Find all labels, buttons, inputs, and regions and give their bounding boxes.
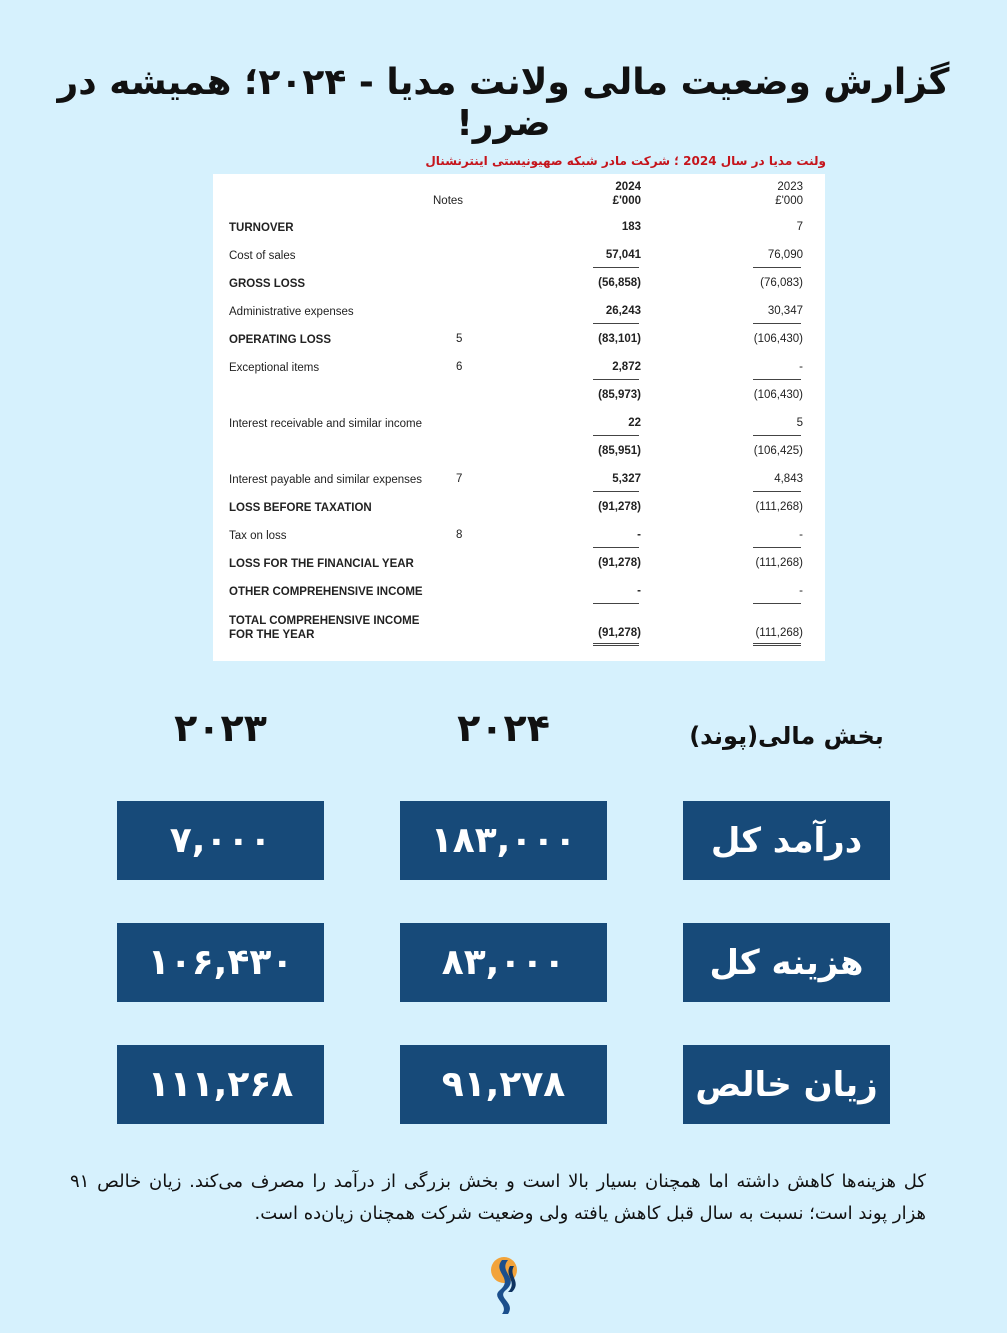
statement-caption: ولنت مدیا در سال 2024 ؛ شرکت مادر شبکه صهیونیستی اینترنشنال [425, 154, 826, 168]
summary-net-loss-2023: ۱۱۱,۲۶۸ [117, 1045, 324, 1124]
statement-row [213, 529, 825, 557]
summary-net-loss-2024: ۹۱,۲۷۸ [400, 1045, 607, 1124]
statement-row-label: Interest receivable and similar income [229, 418, 423, 430]
statement-2024-rule [593, 491, 639, 492]
col-2023-header [775, 180, 803, 208]
statement-row-2023-value: - [799, 529, 803, 541]
statement-2024-rule [593, 267, 639, 268]
statement-row-2024-value: 2,872 [612, 361, 641, 373]
statement-row-2024-value: 57,041 [605, 249, 641, 261]
statement-row [213, 305, 825, 333]
statement-row-2024-value: (85,973) [598, 389, 641, 401]
statement-2024-rule [593, 603, 639, 604]
notes-header: Notes [433, 195, 464, 207]
statement-row [213, 249, 825, 277]
statement-row-label: TURNOVER [229, 222, 294, 234]
total-label-line1: TOTAL COMPREHENSIVE INCOME [229, 615, 420, 627]
statement-row-label: OPERATING LOSS [229, 334, 332, 346]
total-label-line2: FOR THE YEAR [229, 629, 315, 641]
statement-row-2024-value: (91,278) [598, 557, 641, 569]
statement-row-note: 8 [456, 529, 463, 541]
statement-row-2024-value: (91,278) [598, 501, 641, 513]
statement-2023-rule [753, 547, 801, 548]
statement-row-2023-value: 4,843 [774, 473, 803, 485]
summary-cost-2024: ۸۳,۰۰۰ [400, 923, 607, 1002]
statement-row [213, 277, 825, 305]
statement-row-label: LOSS BEFORE TAXATION [229, 502, 372, 514]
statement-row-2024-value: 26,243 [605, 305, 641, 317]
statement-2023-rule [753, 267, 801, 268]
statement-row [213, 557, 825, 585]
col-2024-year: 2024 [615, 181, 641, 193]
summary-revenue-2024: ۱۸۳,۰۰۰ [400, 801, 607, 880]
statement-row [213, 389, 825, 417]
statement-row-2024-value: 22 [628, 417, 641, 429]
analysis-note: کل هزینه‌ها کاهش داشته اما همچنان بسیار بالا است و بخش بزرگی از درآمد را مصرف می‌کند. زیان خالص ۹۱ هزار پوند است؛ نسبت به سال قبل کاهش یافته ولی وضعیت شرکت همچنان زیان‌ده است. [70, 1171, 926, 1224]
statement-row-label: OTHER COMPREHENSIVE INCOME [229, 586, 423, 598]
summary-2024-header: ۲۰۲۴ [457, 706, 550, 750]
statement-row-note: 5 [456, 333, 463, 345]
statement-row [213, 221, 825, 249]
statement-2024-rule [593, 435, 639, 436]
total-2024-double-rule [593, 643, 639, 646]
statement-row-label: Administrative expenses [229, 306, 354, 318]
statement-2024-rule [593, 547, 639, 548]
statement-row [213, 473, 825, 501]
statement-2024-rule [593, 379, 639, 380]
statement-2023-rule [753, 323, 801, 324]
statement-row-label: Interest payable and similar expenses [229, 474, 423, 486]
statement-row-label: Tax on loss [229, 530, 287, 542]
statement-row-2023-value: 7 [796, 221, 803, 233]
statement-row [213, 585, 825, 613]
statement-row-2023-value: (76,083) [760, 277, 803, 289]
statement-row [213, 333, 825, 361]
statement-row-label: GROSS LOSS [229, 278, 306, 290]
statement-row-2024-value: (85,951) [598, 445, 641, 457]
statement-row-label: LOSS FOR THE FINANCIAL YEAR [229, 558, 414, 570]
summary-label-revenue: درآمد کل [683, 801, 890, 880]
statement-row [213, 361, 825, 389]
financial-statement [213, 174, 825, 661]
statement-2024-rule [593, 323, 639, 324]
statement-2023-rule [753, 491, 801, 492]
total-2023-double-rule [753, 643, 801, 646]
statement-row-2023-value: - [799, 361, 803, 373]
statement-row-2023-value: (111,268) [755, 501, 803, 513]
total-2023-value: (111,268) [755, 627, 803, 639]
summary-revenue-2023: ۷,۰۰۰ [117, 801, 324, 880]
statement-total-row [213, 614, 825, 648]
statement-row-2024-value: (83,101) [598, 333, 641, 345]
statement-row-2023-value: 30,347 [767, 305, 803, 317]
statement-row-2023-value: 76,090 [767, 249, 803, 261]
statement-row-2023-value: 5 [796, 417, 803, 429]
summary-cost-2023: ۱۰۶,۴۳۰ [117, 923, 324, 1002]
statement-row [213, 501, 825, 529]
statement-row [213, 417, 825, 445]
statement-row-2024-value: (56,858) [598, 277, 641, 289]
summary-label-cost: هزینه کل [683, 923, 890, 1002]
summary-section-header: بخش مالی(پوند) [689, 722, 884, 750]
statement-row-note: 6 [456, 361, 463, 373]
total-label [229, 614, 419, 642]
col-2024-unit: £'000 [612, 195, 641, 207]
col-2024-header [613, 180, 641, 208]
statement-2023-rule [753, 379, 801, 380]
statement-2023-rule [753, 603, 801, 604]
summary-2023-header: ۲۰۲۳ [174, 706, 267, 750]
statement-2023-rule [753, 435, 801, 436]
total-2024-value: (91,278) [598, 627, 641, 639]
statement-row-label: Cost of sales [229, 250, 296, 262]
statement-row-2023-value: (111,268) [755, 557, 803, 569]
page-title: گزارش وضعیت مالی ولانت مدیا - ۲۰۲۴؛ همیشه در ضرر! [57, 62, 950, 144]
summary-label-net-loss: زیان خالص [683, 1045, 890, 1124]
statement-row-note: 7 [456, 473, 463, 485]
statement-row-2023-value: (106,425) [753, 445, 803, 457]
statement-row-2024-value: 183 [621, 221, 641, 233]
statement-row-2024-value: - [637, 529, 641, 541]
statement-row-2024-value: 5,327 [612, 473, 641, 485]
statement-row [213, 445, 825, 473]
statement-row-2023-value: - [799, 585, 803, 597]
statement-row-2024-value: - [637, 585, 641, 597]
col-2023-unit: £'000 [775, 195, 803, 207]
statement-row-label: Exceptional items [229, 362, 320, 374]
statement-row-2023-value: (106,430) [753, 389, 803, 401]
brand-logo-icon [484, 1256, 524, 1316]
col-2023-year: 2023 [777, 181, 803, 193]
statement-row-2023-value: (106,430) [753, 333, 803, 345]
